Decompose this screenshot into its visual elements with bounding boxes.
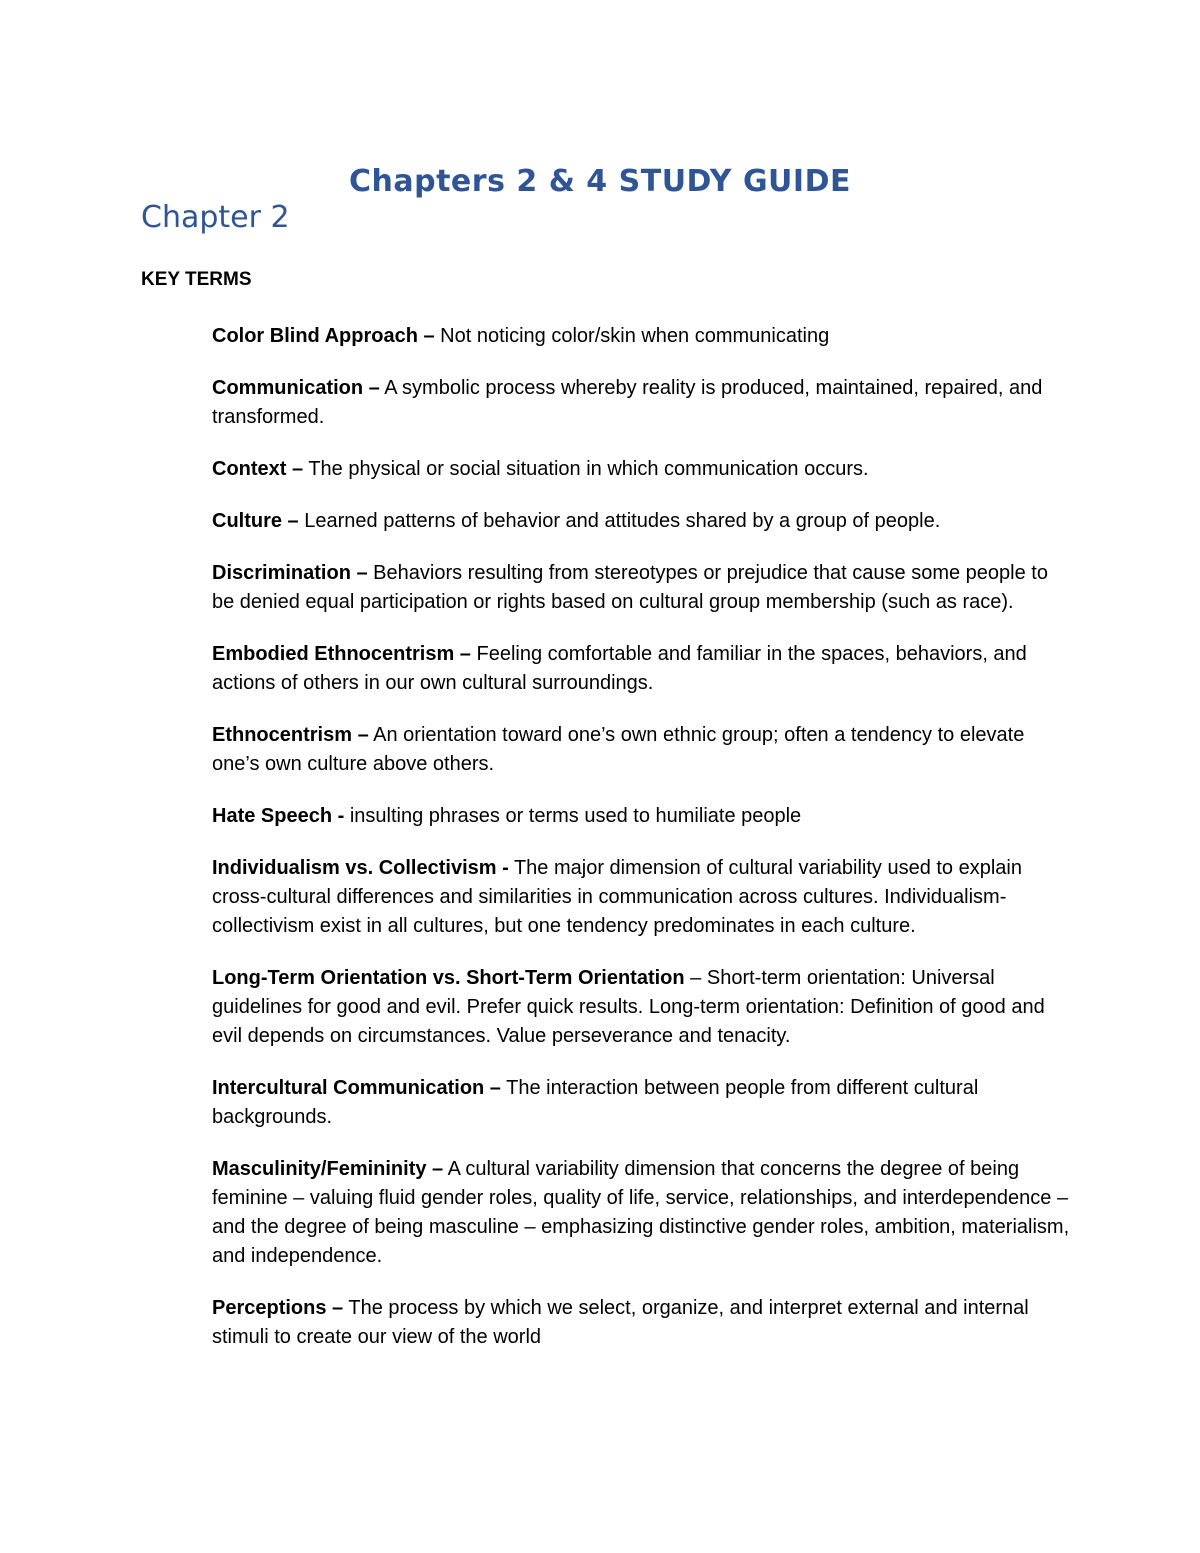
term-name: Culture –: [212, 510, 299, 532]
term-name: Masculinity/Femininity –: [212, 1158, 444, 1180]
key-terms-list: [212, 322, 1072, 1375]
document-title: Chapters 2 & 4 STUDY GUIDE: [349, 164, 851, 199]
term-definition: Behaviors resulting from stereotypes or prejudice that cause some people to be denied equal participation or rights based on cultural group membership (such as race).: [212, 562, 1048, 613]
term-definition: Learned patterns of behavior and attitudes shared by a group of people.: [298, 510, 941, 532]
term-definition: A cultural variability dimension that concerns the degree of being feminine – valuing fluid gender roles, quality of life, service, relationships, and interdependence – and the degree of being masculine – emphasizing distinctive gender roles, ambition, materialism, and independence.: [212, 1158, 1070, 1267]
term-definition: The major dimension of cultural variability used to explain cross-cultural differences and similarities in communication across cultures. Individualism-collectivism exist in all cultures, but one tendency predominates in each culture.: [212, 857, 1022, 937]
term-definition: Not noticing color/skin when communicating: [434, 325, 830, 347]
term-entry: [212, 1155, 1072, 1271]
term-entry: [212, 640, 1072, 698]
term-name: Long-Term Orientation vs. Short-Term Orientation: [212, 967, 685, 989]
term-entry: [212, 455, 1072, 484]
term-name: Discrimination –: [212, 562, 368, 584]
term-definition: The physical or social situation in which communication occurs.: [303, 458, 869, 480]
term-definition: A symbolic process whereby reality is produced, maintained, repaired, and transformed.: [212, 377, 1043, 428]
term-entry: [212, 854, 1072, 941]
term-name: Communication –: [212, 377, 380, 399]
term-entry: [212, 322, 1072, 351]
term-name: Hate Speech -: [212, 805, 345, 827]
term-entry: [212, 802, 1072, 831]
term-entry: [212, 964, 1072, 1051]
term-name: Embodied Ethnocentrism –: [212, 643, 471, 665]
term-definition: Feeling comfortable and familiar in the spaces, behaviors, and actions of others in our own cultural surroundings.: [212, 643, 1027, 694]
term-name: Intercultural Communication –: [212, 1077, 501, 1099]
term-entry: [212, 559, 1072, 617]
term-name: Perceptions –: [212, 1297, 344, 1319]
term-definition: The process by which we select, organize, and interpret external and internal stimuli to create our view of the world: [212, 1297, 1029, 1348]
term-entry: [212, 1074, 1072, 1132]
term-entry: [212, 374, 1072, 432]
term-name: Context –: [212, 458, 304, 480]
term-definition: – Short-term orientation: Universal guidelines for good and evil. Prefer quick results. Long-term orientation: Definition of good and evil depends on circumstances. Value perseverance and tenacity.: [212, 967, 1045, 1047]
term-name: Ethnocentrism –: [212, 724, 369, 746]
term-entry: [212, 507, 1072, 536]
term-definition: The interaction between people from different cultural backgrounds.: [212, 1077, 979, 1128]
term-entry: [212, 1294, 1072, 1352]
section-label-key-terms: KEY TERMS: [141, 269, 252, 290]
term-definition: An orientation toward one’s own ethnic group; often a tendency to elevate one’s own culture above others.: [212, 724, 1025, 775]
term-name: Individualism vs. Collectivism -: [212, 857, 509, 879]
term-entry: [212, 721, 1072, 779]
term-name: Color Blind Approach –: [212, 325, 435, 347]
chapter-heading: Chapter 2: [141, 200, 290, 235]
term-definition: insulting phrases or terms used to humiliate people: [344, 805, 802, 827]
